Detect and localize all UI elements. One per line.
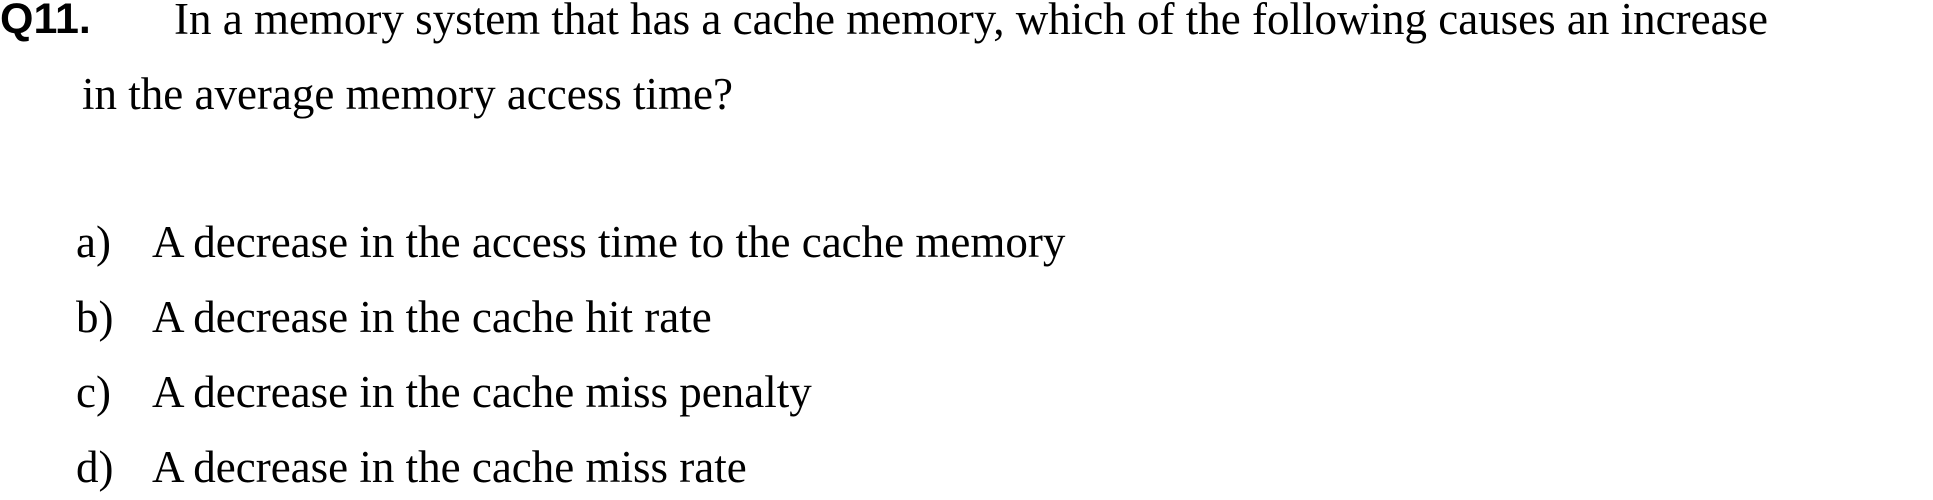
option-a-label: a): [76, 217, 111, 267]
option-c-label: c): [76, 367, 111, 417]
question-text-line-2: in the average memory access time?: [82, 69, 733, 119]
option-d-label: d): [76, 442, 114, 492]
option-a-text: A decrease in the access time to the cache memory: [152, 217, 1066, 267]
option-b-text: A decrease in the cache hit rate: [152, 292, 712, 342]
option-d-text: A decrease in the cache miss rate: [152, 442, 747, 492]
question-number: Q11.: [0, 0, 91, 43]
option-c-text: A decrease in the cache miss penalty: [152, 367, 812, 417]
question-text-line-1: In a memory system that has a cache memory, which of the following causes an increase: [174, 0, 1769, 44]
option-b-label: b): [76, 292, 114, 342]
